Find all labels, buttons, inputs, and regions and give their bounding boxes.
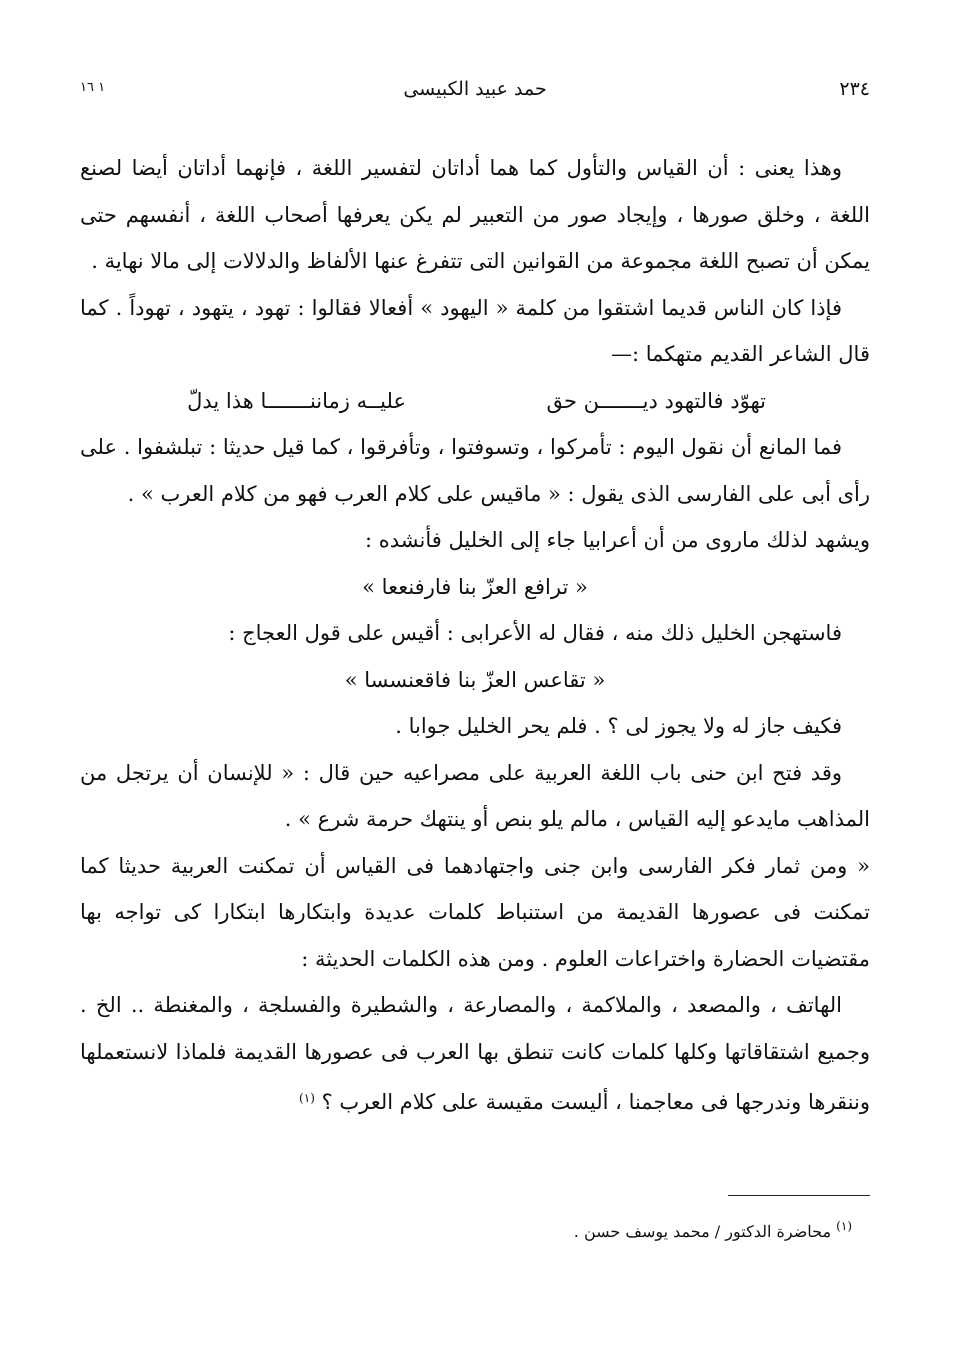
paragraph-2: فإذا كان الناس قديما اشتقوا من كلمة « اليهود » أفعالا فقالوا : تهود ، يتهود ، تهوداً . كما قال الشاعر القديم متهكما :—	[80, 295, 870, 366]
quoted-verse-2: « تقاعس العزّ بنا فاقعنسسا »	[344, 667, 606, 692]
header-title: حمد عبيد الكبيسى	[403, 78, 547, 100]
paragraph-5: فاستهجن الخليل ذلك منه ، فقال له الأعرابى : أقيس على قول العجاج :	[228, 621, 842, 645]
verse-hemistich-1: تهوّد فالتهود ديـــــــن حق	[546, 388, 766, 413]
paragraph-1: وهذا يعنى : أن القياس والتأول كما هما أداتان لتفسير اللغة ، فإنهما أداتان أيضا لصنع اللغة ، وخلق صورها ، وإيجاد صور من التعبير لم يكن يعرفها أصحاب اللغة ، أنفسهم حتى يمكن أن تصبح اللغة مجموعة من القوانين التى تتفرغ عنها الألفاظ والدلالات إلى مالا نهاية .	[80, 156, 870, 273]
verse-hemistich-2: عليــه زماننـــــــا هذا يدلّ	[187, 388, 406, 413]
paragraph-9	[80, 982, 870, 1126]
footnote	[80, 1214, 852, 1244]
footnote-text: محاضرة الدكتور / محمد يوسف حسن .	[573, 1222, 832, 1241]
quoted-verse-1: « ترافع العزّ بنا فارفنععا »	[362, 574, 588, 599]
page-number: ٢٣٤	[839, 78, 870, 100]
paragraph-4: ويشهد لذلك ماروى من أن أعرابيا جاء إلى الخليل فأنشده :	[364, 528, 870, 552]
body-text	[80, 145, 870, 1126]
footnote-marker: (١)	[836, 1219, 852, 1233]
paragraph-8: « ومن ثمار فكر الفارسى وابن جنى واجتهادهما فى القياس أن تمكنت العربية حديثا كما تمكنت فى عصورها القديمة من استنباط كلمات عديدة وابتكارها ابتكارا كى تواجه بها مقتضيات الحضارة واختراعات العلوم . ومن هذه الكلمات الحديثة :	[80, 853, 870, 971]
paragraph-7: وقد فتح ابن حنى باب اللغة العربية على مصراعيه حين قال : « للإنسان أن يرتجل من المذاهب مايدعو إليه القياس ، مالم يلو بنص أو ينتهك حرمة شرع » .	[80, 760, 870, 831]
paragraph-9-text: الهاتف ، والمصعد ، والملاكمة ، والمصارعة ، والشطيرة والفسلجة ، والمغنطة .. الخ . وجميع اشتقاقاتها وكلها كلمات كانت تنطق بها العرب فى عصورها القديمة فلماذا لانستعملها وننقرها وندرجها فى معاجمنا ، أليست مقيسة على كلام العرب ؟	[80, 993, 870, 1114]
paragraph-3: فما المانع أن نقول اليوم : تأمركوا ، وتسوفتوا ، وتأفرقوا ، كما قيل حديثا : تبلشفوا . على رأى أبى على الفارسى الذى يقول : « ماقيس على كلام العرب فهو من كلام العرب » .	[80, 435, 870, 506]
paragraph-6: فكيف جاز له ولا يجوز لى ؟ . فلم يحر الخليل جوابا .	[395, 714, 842, 738]
header-marker: ١ ١٦	[80, 80, 106, 95]
footnote-reference: (١)	[299, 1091, 315, 1105]
footnote-divider	[728, 1195, 870, 1196]
running-header	[80, 78, 870, 108]
poem-verse	[80, 378, 870, 425]
